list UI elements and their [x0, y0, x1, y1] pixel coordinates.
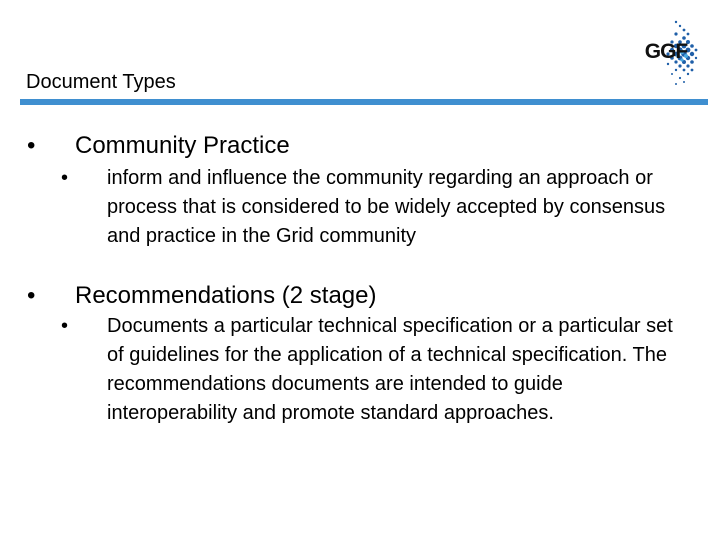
slide-title: Document Types — [26, 71, 176, 93]
sub-bullet-community-practice — [61, 164, 681, 280]
title-underline — [20, 99, 708, 105]
bullet-text: Community Practice — [75, 132, 290, 159]
sub-bullet-marker: • — [61, 315, 69, 337]
sub-bullet-text: Documents a particular technical specification or a particular set of guidelines for the application of a technical specification. The recommendations documents are intended to guide interoperability and promote standard approaches. — [107, 315, 673, 424]
sub-bullet-text: inform and influence the community regarding an approach or process that is considered to be widely accepted by consensus and practice in the Grid community — [107, 167, 666, 247]
bullet-marker: • — [27, 132, 36, 159]
bullet-marker: • — [27, 282, 36, 309]
sub-bullet-marker: • — [61, 167, 69, 189]
logo-text: GGF — [644, 40, 688, 63]
bullet-text: Recommendations (2 stage) — [75, 282, 377, 309]
sub-bullet-recommendations — [61, 312, 681, 458]
ggf-logo-icon — [636, 18, 700, 88]
